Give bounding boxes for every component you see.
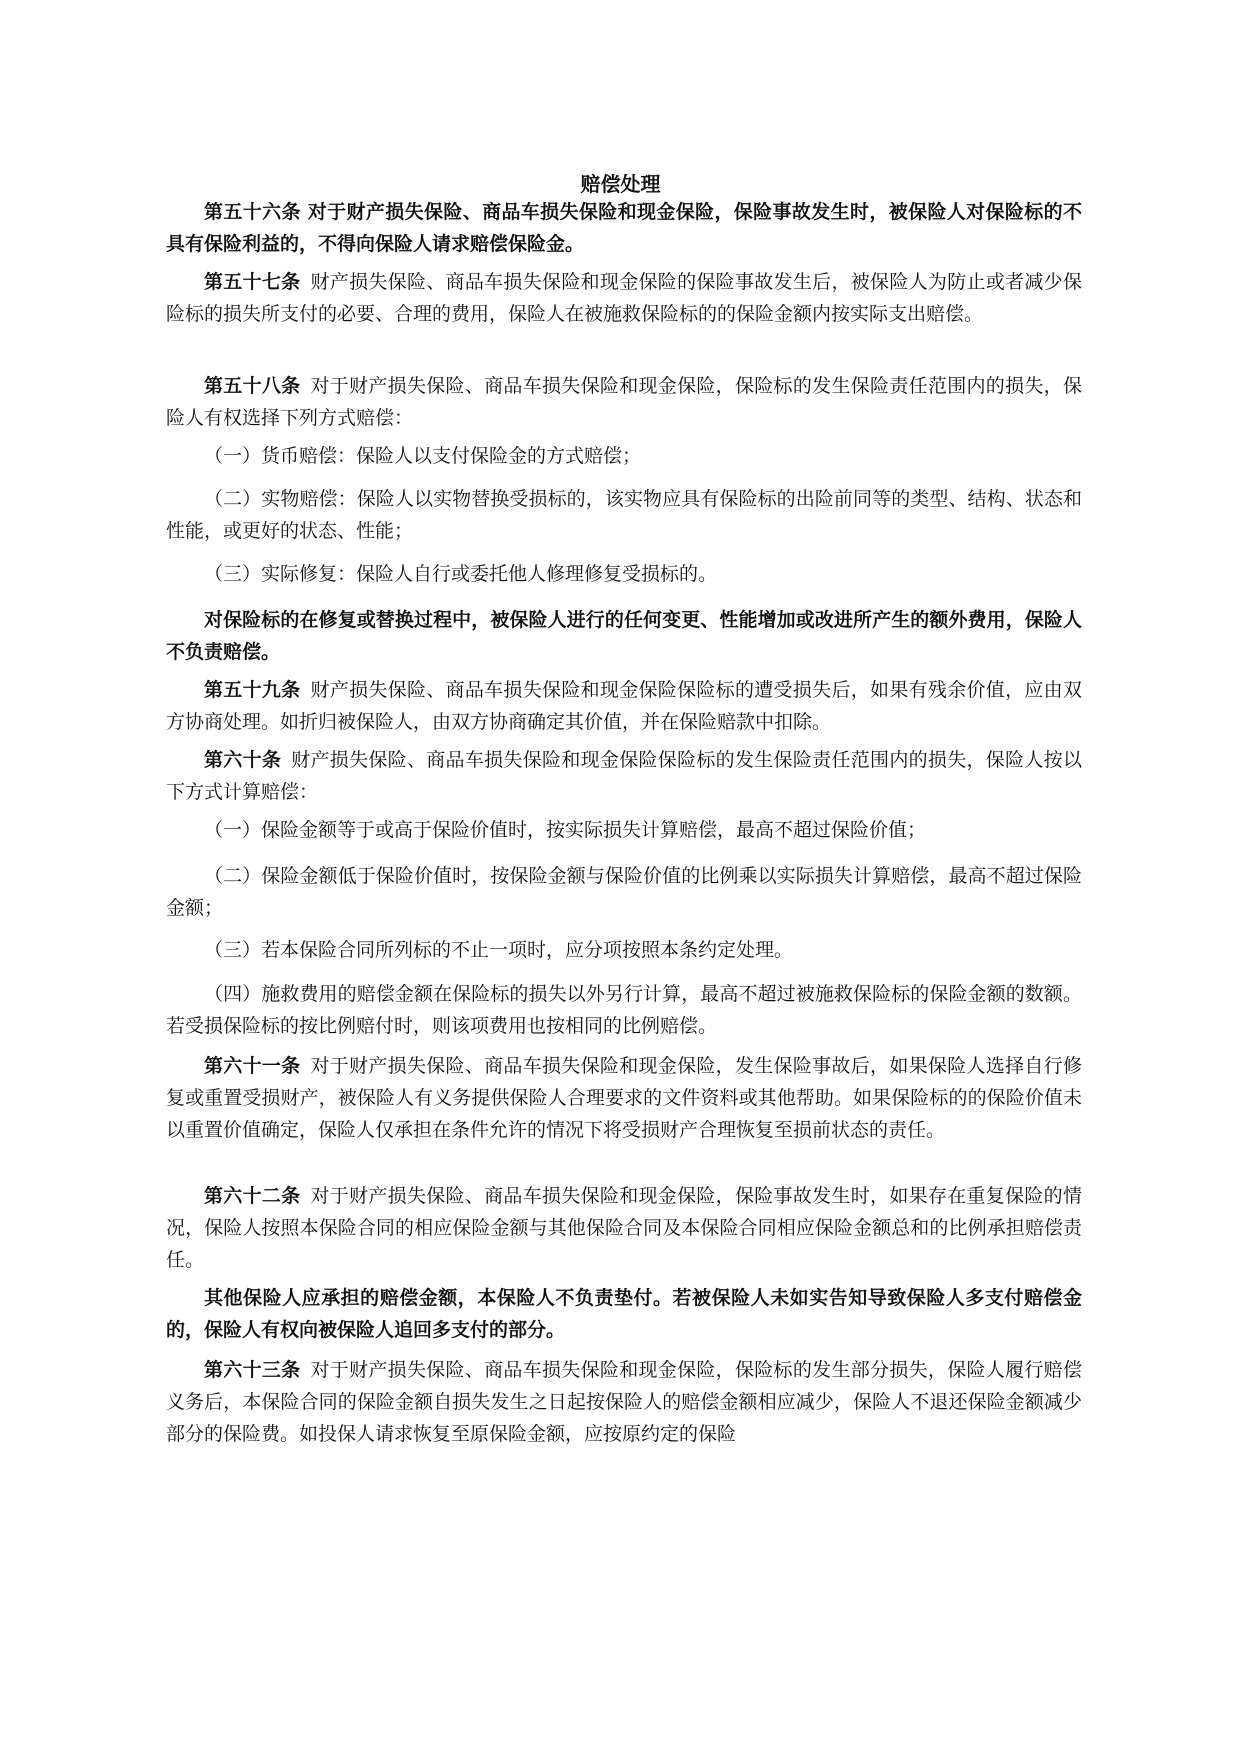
article-57 xyxy=(166,266,1082,330)
article-59-text: 财产损失保险、商品车损失保险和现金保险保险标的遭受损失后，如果有残余价值，应由双方协商处理。如折归被保险人，由双方协商确定其价值，并在保险赔款中扣除。 xyxy=(166,679,1082,733)
article-58-item-3: （三）实际修复：保险人自行或委托他人修理修复受损标的。 xyxy=(204,563,718,585)
article-58-number: 第五十八条 xyxy=(204,375,301,397)
article-63 xyxy=(166,1354,1082,1450)
article-59-number: 第五十九条 xyxy=(204,679,301,701)
article-61 xyxy=(166,1050,1082,1146)
section-title: 赔偿处理 xyxy=(580,172,661,196)
article-60 xyxy=(166,744,1082,808)
article-60-item-1: （一）保险金额等于或高于保险价值时，按实际损失计算赔偿，最高不超过保险价值； xyxy=(204,819,927,841)
article-62 xyxy=(166,1180,1082,1276)
article-58-exclusion: 对保险标的在修复或替换过程中，被保险人进行的任何变更、性能增加或改进所产生的额外费用，保险人不负责赔偿。 xyxy=(166,609,1082,663)
article-57-number: 第五十七条 xyxy=(204,271,301,293)
article-61-number: 第六十一条 xyxy=(204,1055,301,1077)
article-63-number: 第六十三条 xyxy=(204,1359,301,1381)
article-60-item-3: （三）若本保险合同所列标的不止一项时，应分项按照本条约定处理。 xyxy=(204,939,794,961)
article-61-text: 对于财产损失保险、商品车损失保险和现金保险，发生保险事故后，如果保险人选择自行修复或重置受损财产，被保险人有义务提供保险人合理要求的文件资料或其他帮助。如果保险标的的保险价值未以重置价值确定，保险人仅承担在条件允许的情况下将受损财产合理恢复至损前状态的责任。 xyxy=(166,1055,1082,1141)
article-62-text: 对于财产损失保险、商品车损失保险和现金保险，保险事故发生时，如果存在重复保险的情况，保险人按照本保险合同的相应保险金额与其他保险合同及本保险合同相应保险金额总和的比例承担赔偿责任。 xyxy=(166,1185,1082,1271)
article-56: 第五十六条 对于财产损失保险、商品车损失保险和现金保险，保险事故发生时，被保险人对保险标的不具有保险利益的，不得向保险人请求赔偿保险金。 xyxy=(166,201,1082,255)
article-62-supplement: 其他保险人应承担的赔偿金额，本保险人不负责垫付。若被保险人未如实告知导致保险人多支付赔偿金的，保险人有权向被保险人追回多支付的部分。 xyxy=(166,1287,1082,1341)
article-58-text: 对于财产损失保险、商品车损失保险和现金保险，保险标的发生保险责任范围内的损失，保险人有权选择下列方式赔偿： xyxy=(166,375,1082,429)
article-59 xyxy=(166,674,1082,738)
article-57-text: 财产损失保险、商品车损失保险和现金保险的保险事故发生后，被保险人为防止或者减少保险标的损失所支付的必要、合理的费用，保险人在被施救保险标的的保险金额内按实际支出赔偿。 xyxy=(166,271,1082,325)
article-60-item-4: （四）施救费用的赔偿金额在保险标的损失以外另行计算，最高不超过被施救保险标的保险金额的数额。若受损保险标的按比例赔付时，则该项费用也按相同的比例赔偿。 xyxy=(166,983,1082,1037)
article-58-item-1: （一）货币赔偿：保险人以支付保险金的方式赔偿； xyxy=(204,445,642,467)
article-60-item-2: （二）保险金额低于保险价值时，按保险金额与保险价值的比例乘以实际损失计算赔偿，最高不超过保险金额； xyxy=(166,865,1082,919)
article-63-text: 对于财产损失保险、商品车损失保险和现金保险，保险标的发生部分损失，保险人履行赔偿义务后，本保险合同的保险金额自损失发生之日起按保险人的赔偿金额相应减少，保险人不退还保险金额减少部分的保险费。如投保人请求恢复至原保险金额，应按原约定的保险 xyxy=(166,1359,1082,1445)
article-58 xyxy=(166,370,1082,434)
article-60-text: 财产损失保险、商品车损失保险和现金保险保险标的发生保险责任范围内的损失，保险人按以下方式计算赔偿： xyxy=(166,749,1082,803)
article-62-number: 第六十二条 xyxy=(204,1185,301,1207)
article-60-number: 第六十条 xyxy=(204,749,282,771)
article-58-item-2: （二）实物赔偿：保险人以实物替换受损标的，该实物应具有保险标的出险前同等的类型、结构、状态和性能，或更好的状态、性能； xyxy=(166,488,1082,542)
